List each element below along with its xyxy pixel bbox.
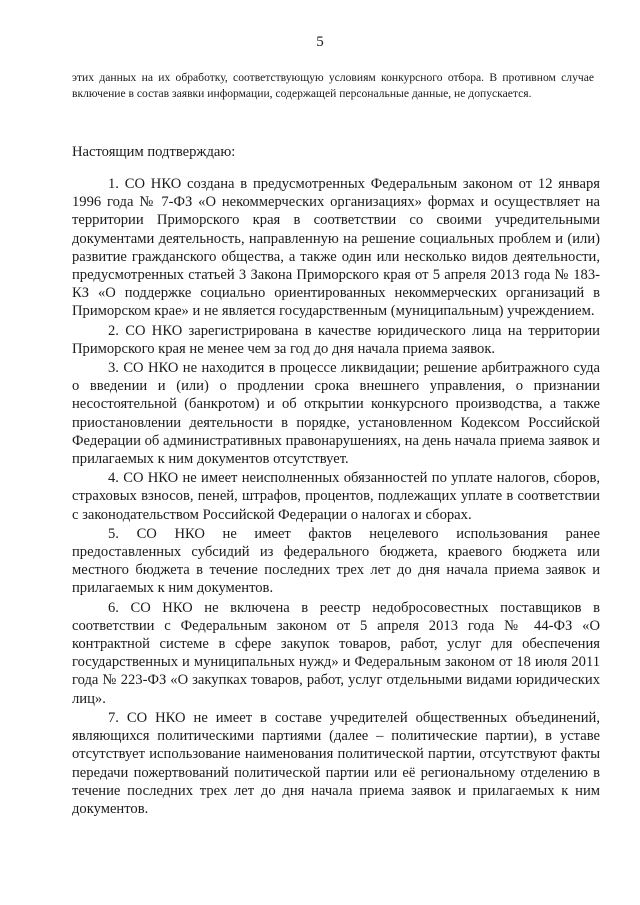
intro-paragraph: этих данных на их обработку, соответствующую условиям конкурсного отбора. В противном случае включение в состав заявки информации, содержащей персональные данные, не допускается. (72, 71, 594, 100)
condition-paragraph-2: 2. СО НКО зарегистрирована в качестве юридического лица на территории Приморского края не менее чем за год до дня начала приема заявок. (72, 322, 600, 357)
condition-paragraph-7: 7. СО НКО не имеет в составе учредителей общественных объединений, являющихся политическими партиями (далее – политические партии), в уставе отсутствует использование наименования политической партии, отсутствуют факты передачи пожертвований политической партии или её региональному отделению в течение последних трех лет до дня начала приема заявок и прилагаемых к ним документов. (72, 709, 600, 817)
condition-paragraph-6: 6. СО НКО не включена в реестр недобросовестных поставщиков в соответствии с Федеральным законом от 5 апреля 2013 года № 44-ФЗ «О контрактной системе в сфере закупок товаров, работ, услуг для обеспечения государственных и муниципальных нужд» и Федеральным законом от 18 июля 2011 года № 223-ФЗ «О закупках товаров, работ, услуг отдельными видами юридических лиц». (72, 599, 600, 707)
condition-paragraph-4: 4. СО НКО не имеет неисполненных обязанностей по уплате налогов, сборов, страховых взносов, пеней, штрафов, процентов, подлежащих уплате в соответствии с законодательством Российской Федерации о налогах и сборах. (72, 470, 600, 523)
confirm-heading: Настоящим подтверждаю: (72, 144, 236, 160)
page-number: 5 (316, 34, 324, 50)
condition-paragraph-1: 1. СО НКО создана в предусмотренных Федеральным законом от 12 января 1996 года № 7-ФЗ «О некоммерческих организациях» формах и осуществляет на территории Приморского края в соответствии со своими учредительными документами деятельность, направленную на решение социальных проблем и (или) развитие гражданского общества, а также один или несколько видов деятельности, предусмотренных статьей 3 Закона Приморского края от 5 апреля 2013 года № 183-КЗ «О поддержке социально ориентированных некоммерческих организаций в Приморском крае» и не является государственным (муниципальным) учреждением. (72, 176, 600, 320)
condition-paragraph-3: 3. СО НКО не находится в процессе ликвидации; решение арбитражного суда о введении и (или) о продлении срока внешнего управления, о признании несостоятельной (банкротом) и об открытии конкурсного производства, а также приостановлении деятельности в порядке, установленном Кодексом Российской Федерации об административных правонарушениях, на день начала приема заявок и прилагаемых к ним документов отсутствует. (72, 360, 600, 468)
conditions-list (72, 175, 600, 819)
condition-paragraph-5: 5. СО НКО не имеет фактов нецелевого использования ранее предоставленных субсидий из федерального бюджета, краевого бюджета или местного бюджета в течение последних трех лет до дня начала приема заявок и прилагаемых к ним документов. (72, 525, 600, 597)
